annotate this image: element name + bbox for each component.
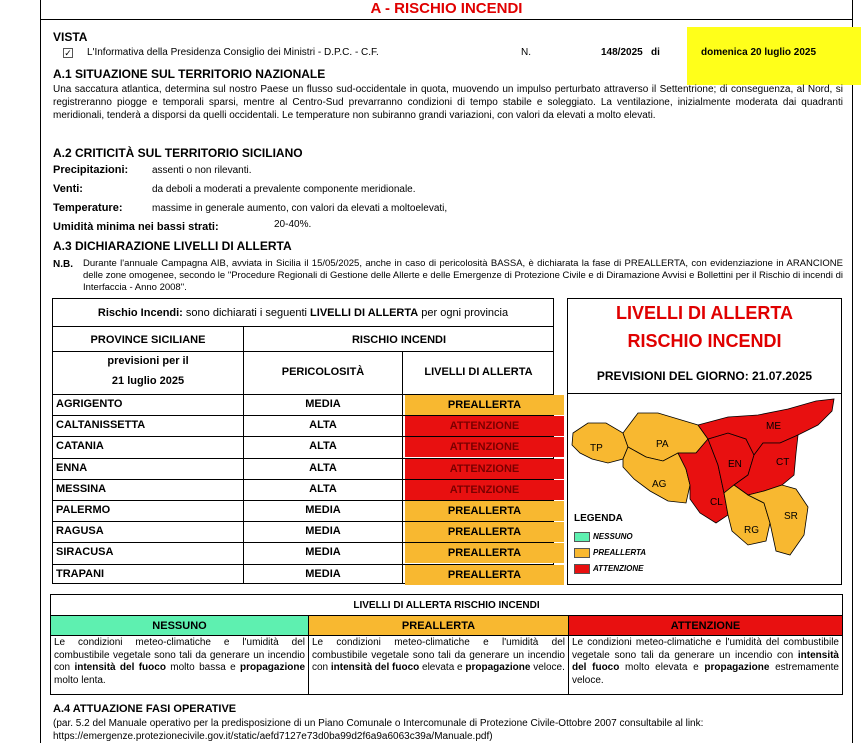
livello-badge: ATTENZIONE <box>405 480 564 500</box>
level-preallerta-header: PREALLERTA <box>309 615 568 635</box>
prev-line-1: previsioni per il <box>107 355 189 367</box>
venti-value: da deboli a moderati a prevalente componente meridionale. <box>152 184 416 195</box>
section-title: A - RISCHIO INCENDI <box>370 0 523 17</box>
col-pericolosita: PERICOLOSITÀ <box>281 366 365 378</box>
a4-text <box>53 718 843 743</box>
levels-table <box>50 594 843 695</box>
province-name: SIRACUSA <box>56 546 114 559</box>
level-attenzione-header: ATTENZIONE <box>569 615 842 635</box>
umidita-value: 20-40%. <box>274 219 312 230</box>
a4-paragraph: (par. 5.2 del Manuale operativo per la predisposizione di un Piano Comunale o Intercomunale di Protezione Civile-Ottobre 2007 consultabile al link: <box>53 718 704 729</box>
legend-swatch-preallerta <box>574 548 590 558</box>
map-label-rg: RG <box>744 525 759 536</box>
province-name: CALTANISSETTA <box>56 419 146 432</box>
livello-badge: ATTENZIONE <box>405 437 564 457</box>
legend-attenzione <box>574 564 644 574</box>
legend-label-preallerta: PREALLERTA <box>593 548 647 558</box>
intro-end: per ogni provincia <box>418 307 509 319</box>
map-panel <box>567 298 842 585</box>
a2-heading: A.2 CRITICITÀ SUL TERRITORIO SICILIANO <box>53 146 303 160</box>
vista-heading: VISTA <box>53 30 88 44</box>
col-province: PROVINCE SICILIANE <box>90 334 206 346</box>
table-row <box>53 479 553 500</box>
a1-heading: A.1 SITUAZIONE SUL TERRITORIO NAZIONALE <box>53 67 326 81</box>
map-divider <box>568 393 841 394</box>
vista-di: di <box>651 47 660 58</box>
table-row <box>53 521 553 542</box>
bulletin-page <box>40 0 853 743</box>
level-attenzione-desc: Le condizioni meteo-climatiche e l'umidità del combustibile vegetale sono tali da generare un incendio con intensità del fuoco molto elevata e propagazione estremamente veloce. <box>572 637 839 686</box>
a1-text: Una saccatura atlantica, determina sul nostro Paese un flusso sud-occidentale in quota, muovendo un impulso perturbato attraverso il Settentrione; di conseguenza, al Nord, si registreranno piogge e temporali sparsi, mentre al Centro-Sud prevarranno condizioni di tempo stabile e soleggiato. La ventilazione, inizialmente moderata dai quadranti meridionali, tenderà a disporsi da quelli occidentali. Le temperature non subiranno grandi variazioni, con valori da elevati a molto elevati. <box>53 84 843 121</box>
province-name: RAGUSA <box>56 525 104 538</box>
table-row <box>53 564 553 585</box>
prev-line-2: 21 luglio 2025 <box>111 375 185 387</box>
vista-number: 148/2025 <box>601 47 643 58</box>
map-previsioni: PREVISIONI DEL GIORNO: 21.07.2025 <box>596 369 813 383</box>
legend-preallerta <box>574 548 646 558</box>
pericolosita-value: ALTA <box>309 419 337 432</box>
umidita-label: Umidità minima nei bassi strati: <box>53 221 219 233</box>
map-label-en: EN <box>728 459 742 470</box>
table-row <box>53 542 553 563</box>
pericolosita-value: ALTA <box>309 440 337 453</box>
province-name: ENNA <box>56 461 88 474</box>
legend-swatch-nessuno <box>574 532 590 542</box>
table-row <box>53 458 553 479</box>
nb-text: Durante l'annuale Campagna AIB, avviata in Sicilia il 15/05/2025, anche in caso di pericolosità BASSA, è dichiarata la fase di PREALLERTA, con evidenziazione in ARANCIONE delle zone omogenee, secondo le "Procedure Regionali di Gestione delle Allerte e delle Emergenze di Protezione Civile e di Diramazione Avvisi e Bollettini per il Rischio di incendi di Interfaccia - Anno 2008". <box>83 258 843 293</box>
livello-badge: PREALLERTA <box>405 543 564 563</box>
province-name: CATANIA <box>56 440 104 453</box>
pericolosita-value: MEDIA <box>305 398 341 410</box>
livello-badge: ATTENZIONE <box>405 416 564 436</box>
a4-link[interactable]: https://emergenze.protezionecivile.gov.it/static/aefd7127e73d0ba99d2f6a9a6063c39a/Manuale.pdf) <box>53 730 493 742</box>
precipitazioni-label: Precipitazioni: <box>53 164 129 176</box>
a3-heading: A.3 DICHIARAZIONE LIVELLI DI ALLERTA <box>53 239 292 253</box>
province-table <box>52 298 554 584</box>
precipitazioni-value: assenti o non rilevanti. <box>152 165 252 176</box>
livello-badge: ATTENZIONE <box>405 459 564 479</box>
map-title-2: RISCHIO INCENDI <box>627 331 782 351</box>
pericolosita-value: MEDIA <box>305 525 341 538</box>
col-livelli: LIVELLI DI ALLERTA <box>424 366 533 378</box>
legend-label-nessuno: NESSUNO <box>593 532 633 542</box>
levels-header-divider <box>51 635 842 636</box>
legend-title: LEGENDA <box>574 513 623 524</box>
livello-badge: PREALLERTA <box>405 501 564 521</box>
legend-swatch-attenzione <box>574 564 590 574</box>
vista-checkbox[interactable]: ✓ <box>64 48 72 58</box>
legend-label-attenzione: ATTENZIONE <box>593 564 644 574</box>
level-preallerta-desc: Le condizioni meteo-climatiche e l'umidità del combustibile vegetale sono tali da generare un incendio con intensità del fuoco elevata e propagazione veloce. <box>312 637 565 673</box>
table-row <box>53 415 553 436</box>
nb-label: N.B. <box>53 259 73 270</box>
pericolosita-value: ALTA <box>309 461 337 474</box>
livello-badge: PREALLERTA <box>405 395 564 415</box>
province-table-intro <box>53 299 553 327</box>
a4-heading: A.4 ATTUAZIONE FASI OPERATIVE <box>53 703 237 715</box>
intro-bold-1: Rischio Incendi: <box>97 307 183 319</box>
pericolosita-value: MEDIA <box>305 504 341 516</box>
legend-nessuno <box>574 532 633 542</box>
map-title-1: LIVELLI DI ALLERTA <box>616 303 793 323</box>
map-label-ag: AG <box>652 479 667 490</box>
temperature-label: Temperature: <box>53 202 123 214</box>
temperature-value: massime in generale aumento, con valori da elevati a moltoelevati, <box>152 203 448 214</box>
venti-label: Venti: <box>53 183 83 195</box>
map-label-cl: CL <box>710 497 723 508</box>
table-row <box>53 394 553 415</box>
title-divider <box>41 19 852 20</box>
table-row <box>53 500 553 521</box>
intro-bold-2: LIVELLI DI ALLERTA <box>310 307 419 319</box>
map-label-ct: CT <box>776 457 790 468</box>
map-label-pa: PA <box>656 439 669 450</box>
province-name: AGRIGENTO <box>56 398 123 410</box>
table-row <box>53 436 553 457</box>
pericolosita-value: MEDIA <box>305 567 341 580</box>
pericolosita-value: MEDIA <box>305 546 341 559</box>
province-name: TRAPANI <box>56 567 105 580</box>
intro-mid: sono dichiarati i seguenti <box>182 307 311 319</box>
province-name: PALERMO <box>56 504 111 516</box>
province-name: MESSINA <box>56 482 107 495</box>
col-rischio: RISCHIO INCENDI <box>351 334 447 346</box>
map-label-tp: TP <box>590 443 603 454</box>
vista-text: L'Informativa della Presidenza Consiglio dei Ministri - D.P.C. - C.F. <box>87 47 379 58</box>
pericolosita-value: ALTA <box>309 482 337 495</box>
vista-n-label: N. <box>521 47 531 58</box>
level-nessuno-desc: Le condizioni meteo-climatiche e l'umidità del combustibile vegetale sono tali da generare un incendio con intensità del fuoco molto bassa e propagazione molto lenta. <box>54 637 306 686</box>
levels-table-title: LIVELLI DI ALLERTA RISCHIO INCENDI <box>353 600 540 611</box>
level-nessuno-header: NESSUNO <box>51 615 308 635</box>
header-divider-2 <box>245 351 554 352</box>
livello-badge: PREALLERTA <box>405 565 564 585</box>
vista-date: domenica 20 luglio 2025 <box>701 47 817 58</box>
map-label-sr: SR <box>784 511 798 522</box>
livello-badge: PREALLERTA <box>405 522 564 542</box>
map-label-me: ME <box>766 421 781 432</box>
